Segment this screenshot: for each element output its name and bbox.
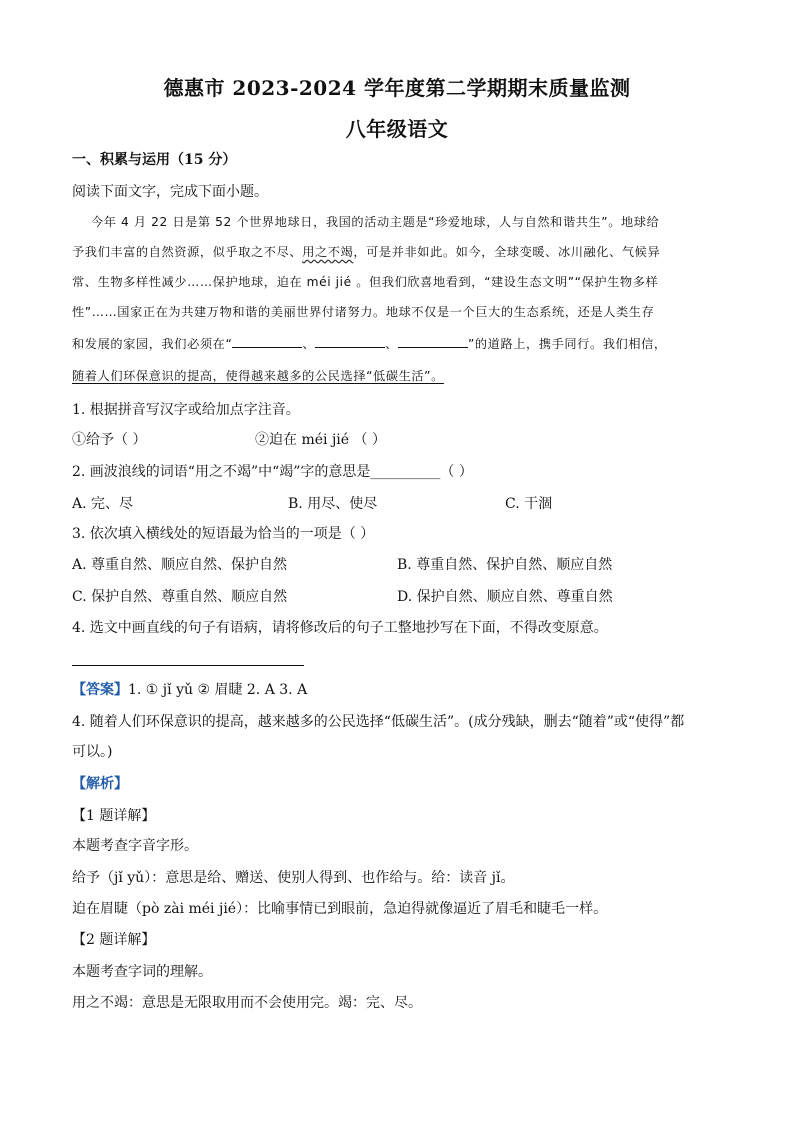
question-1a: ①给予（ ） [72,432,147,448]
answer-line[interactable] [72,665,304,666]
option-3c: C. 保护自然、尊重自然、顺应自然 [72,589,288,605]
question-4: 4. 选文中画直线的句子有语病，请将修改后的句子工整地抄写在下面，不得改变原意。 [72,620,608,636]
passage-line-5 [72,334,667,354]
section-heading: 一、积累与运用（15 分） [72,152,237,168]
underlined-sentence: 随着人们环保意识的提高，使得越来越多的公民选择“低碳生活”。 [72,369,444,383]
option-3b: B. 尊重自然、保护自然、顺应自然 [397,557,613,573]
blank-1[interactable] [232,335,302,348]
passage-line-2c: ，可是并非如此。如今，全球变暖、冰川融化、气候异 [353,245,661,259]
option-3a: A. 尊重自然、顺应自然、保护自然 [72,557,288,573]
passage-line-5b: ”的道路上，携手同行。我们相信， [467,337,667,351]
passage-line-5a: 和发展的家园，我们必须在“ [72,337,233,351]
wavy-underlined-word: 用之不竭 [302,245,354,259]
passage-line-2 [72,242,660,262]
detail-1-a: 本题考查字音字形。 [72,838,198,854]
answer-block [72,680,307,700]
answer-4-line-2: 可以。) [72,744,113,760]
passage-line-4: 性”……国家正在为共建万物和谐的美丽世界付诸努力。地球不仅是一个巨大的生态系统，还是人类生存 [72,305,655,319]
page-subtitle: 八年级语文 [345,117,449,141]
passage-line-2a: 予我们丰富的自然资源，似乎取之不尽、 [72,245,303,259]
detail-2-b: 用之不竭：意思是无限取用而不会使用完。竭：完、尽。 [72,995,422,1011]
option-2b: B. 用尽、使尽 [288,496,378,512]
passage-line-1: 今年 4 月 22 日是第 52 个世界地球日，我国的活动主题是“珍爱地球，人与自然和谐共生”。地球给 [91,215,660,229]
answer-text: 1. ① jǐ yǔ ② 眉睫 2. A 3. A [128,682,308,698]
detail-2-a: 本题考查字词的理解。 [72,964,212,980]
analysis-label: 【解析】 [72,776,128,792]
detail-1-b: 给予（jǐ yǔ）：意思是给、赠送、使别人得到、也作给与。给：读音 jǐ。 [72,870,515,886]
page-title: 德惠市 2023-2024 学年度第二学期期末质量监测 [163,76,631,100]
blank-separator-2: 、 [385,337,398,351]
detail-1-heading: 【1 题详解】 [72,808,156,824]
question-2: 2. 画波浪线的词语“用之不竭”中“竭”字的意思是__________（ ） [72,464,473,480]
option-3d: D. 保护自然、顺应自然、尊重自然 [397,589,613,605]
option-2a: A. 完、尽 [72,496,134,512]
passage-line-3: 常、生物多样性减少……保护地球，迫在 méi jié 。但我们欣喜地看到，“建设生态文明”“保护生物多样 [72,275,659,289]
question-3: 3. 依次填入横线处的短语最为恰当的一项是（ ） [72,526,375,542]
question-1: 1. 根据拼音写汉字或给加点字注音。 [72,402,300,418]
blank-separator-1: 、 [302,337,316,351]
answer-4-line-1: 4. 随着人们环保意识的提高，越来越多的公民选择“低碳生活”。(成分残缺，删去“随着”或“使得”都 [72,714,685,730]
option-2c: C. 干涸 [505,496,553,512]
detail-1-c: 迫在眉睫（pò zài méi jié）：比喻事情已到眼前，急迫得就像逼近了眉毛和睫毛一样。 [72,901,608,917]
blank-2[interactable] [315,335,385,348]
detail-2-heading: 【2 题详解】 [72,932,156,948]
answer-label: 【答案】 [72,682,128,698]
blank-3[interactable] [398,335,468,348]
instruction: 阅读下面文字，完成下面小题。 [72,184,268,200]
question-1b: ②迫在 méi jié （ ） [255,432,386,448]
